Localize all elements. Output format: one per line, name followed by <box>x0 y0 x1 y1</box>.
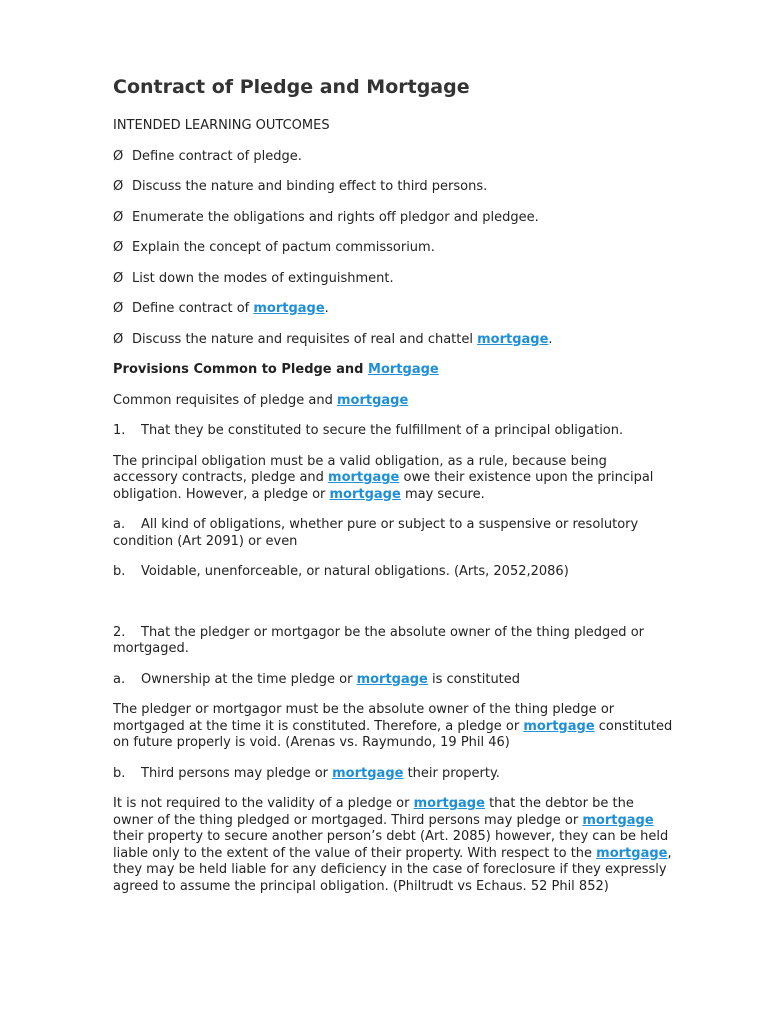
paragraph-absolute-owner: The pledger or mortgagor must be the absolute owner of the thing pledge or mortgaged at the time it is constituted. Therefore, a pledge or mortgage constituted on future properly is void. (Arenas vs. Raymundo, 19 Phil 46) <box>113 702 673 750</box>
mortgage-link[interactable]: Mortgage <box>368 362 439 377</box>
common-requisites-line: Common requisites of pledge and mortgage <box>113 392 409 408</box>
outcome-item: Ø Define contract of pledge. <box>113 148 302 164</box>
outcome-item: Ø Explain the concept of pactum commissorium. <box>113 240 435 255</box>
outcome-item: Ø Enumerate the obligations and rights off pledgor and pledgee. <box>113 209 539 225</box>
mortgage-link[interactable]: mortgage <box>477 331 549 347</box>
paragraph-third-persons: It is not required to the validity of a pledge or mortgage that the debtor be the owner of the thing pledged or mortgaged. Third persons may pledge or mortgage their property to secure another person’s debt (Art. 2085) however, they can be held liable only to the extent of the value of their property. With respect to the mortgage, they may be held liable for any deficiency in the case of foreclosure if they expressly agreed to assume the principal obligation. (Philtrudt vs Echaus. 52 Phil 852) <box>113 796 672 894</box>
outcome-item: Ø Discuss the nature and requisites of real and chattel mortgage. <box>113 331 553 347</box>
sub-item-b1: b. Voidable, unenforceable, or natural obligations. (Arts, 2052,2086) <box>113 564 569 579</box>
paragraph-principal-obligation: The principal obligation must be a valid obligation, as a rule, because being accessory contracts, pledge and mortgage owe their existence upon the principal obligation. However, a pledge or mortgage may secure. <box>113 453 654 502</box>
mortgage-link[interactable]: mortgage <box>413 796 485 811</box>
mortgage-link[interactable]: mortgage <box>332 765 404 781</box>
mortgage-link[interactable]: mortgage <box>336 392 409 408</box>
requisite-2: 2. That the pledger or mortgagor be the absolute owner of the thing pledged or mortgaged. <box>113 624 644 656</box>
mortgage-link[interactable]: mortgage <box>523 718 595 734</box>
bullet-arrow-icon: Ø <box>113 148 124 164</box>
sub-item-a2: a. Ownership at the time pledge or mortgage is constituted <box>113 671 521 687</box>
sub-item-a1: a. All kind of obligations, whether pure or subject to a suspensive or resolutory condition (Art 2091) or even <box>113 517 639 549</box>
provisions-heading: Provisions Common to Pledge and Mortgage <box>113 362 439 377</box>
mortgage-link[interactable]: mortgage <box>253 301 325 316</box>
mortgage-link[interactable]: mortgage <box>328 470 400 485</box>
bullet-arrow-icon: Ø <box>113 331 124 347</box>
bullet-arrow-icon: Ø <box>113 179 124 194</box>
mortgage-link[interactable]: mortgage <box>329 486 401 502</box>
outcome-item: Ø Discuss the nature and binding effect to third persons. <box>113 179 488 194</box>
mortgage-link[interactable]: mortgage <box>596 845 668 861</box>
sub-item-b2: b. Third persons may pledge or mortgage their property. <box>113 765 500 781</box>
requisite-1: 1. That they be constituted to secure the fulfillment of a principal obligation. <box>113 423 624 438</box>
document-page <box>113 74 673 909</box>
outcome-item: Ø Define contract of mortgage. <box>113 301 329 316</box>
ilo-heading: INTENDED LEARNING OUTCOMES <box>113 118 330 133</box>
bullet-arrow-icon: Ø <box>113 270 124 286</box>
mortgage-link[interactable]: mortgage <box>582 812 654 828</box>
page-title: Contract of Pledge and Mortgage <box>113 76 470 98</box>
outcome-item: Ø List down the modes of extinguishment. <box>113 270 394 286</box>
mortgage-link[interactable]: mortgage <box>356 671 428 687</box>
spacer <box>113 595 673 625</box>
bullet-arrow-icon: Ø <box>113 209 124 225</box>
bullet-arrow-icon: Ø <box>113 301 124 316</box>
bullet-arrow-icon: Ø <box>113 240 124 255</box>
